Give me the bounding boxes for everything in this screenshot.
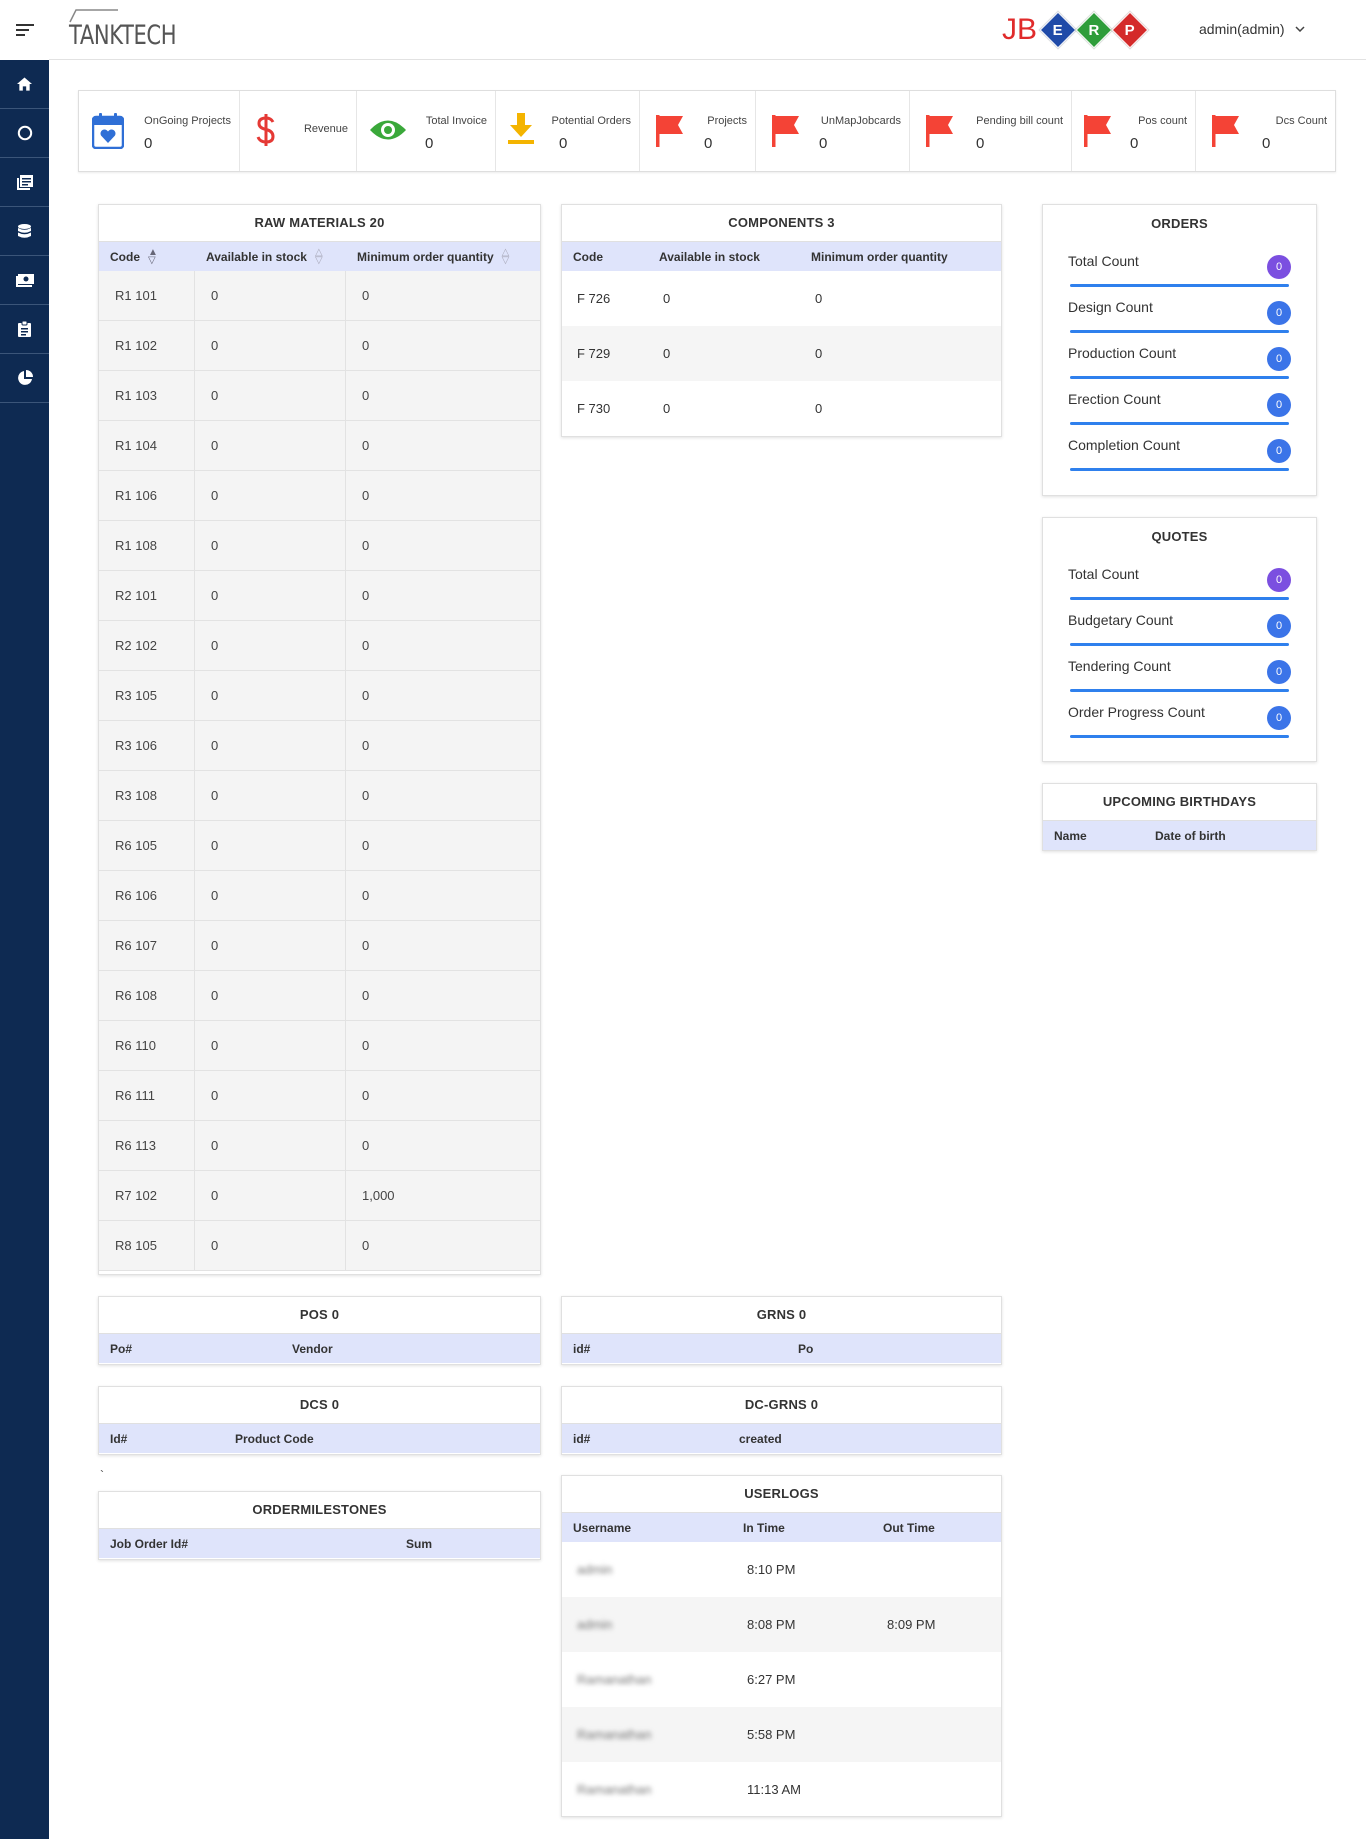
- dc-grns-title: DC-GRNS 0: [744, 1397, 819, 1412]
- pos-title: POS 0: [299, 1307, 340, 1322]
- dcs-header: [99, 1423, 540, 1453]
- database-icon: [18, 224, 31, 239]
- stat-label: Pending bill count: [976, 115, 1063, 127]
- stat-label: Projects: [707, 115, 747, 127]
- table-row[interactable]: [99, 621, 540, 671]
- min-order-cell: 1,000: [346, 1171, 540, 1220]
- birthdays-card: [1042, 783, 1317, 851]
- column-header-id[interactable]: id#: [573, 1431, 591, 1446]
- available-cell: 0: [195, 821, 346, 870]
- code-cell: R1 101: [99, 271, 195, 320]
- table-row[interactable]: [99, 671, 540, 721]
- min-order-cell: 0: [346, 521, 540, 570]
- username-cell: Ramanathan: [577, 1672, 652, 1687]
- in-time-cell: 5:58 PM: [747, 1727, 796, 1742]
- user-name: admin(admin): [1199, 21, 1285, 37]
- stat-label: Potential Orders: [551, 115, 631, 127]
- code-cell: R6 105: [99, 821, 195, 870]
- stray-mark: `: [100, 1468, 104, 1482]
- code-cell: R6 111: [99, 1071, 195, 1120]
- brand-diamond-p: P: [1112, 12, 1149, 49]
- table-row[interactable]: [562, 1542, 1001, 1597]
- min-order-cell: 0: [346, 571, 540, 620]
- code-cell: R6 113: [99, 1121, 195, 1170]
- column-header-vendor[interactable]: Vendor: [292, 1341, 333, 1356]
- count-row[interactable]: [1068, 648, 1291, 694]
- stat-label: OnGoing Projects: [144, 115, 231, 127]
- birthdays-header: [1043, 820, 1316, 850]
- circle-icon: [17, 125, 33, 141]
- count-badge: 0: [1267, 301, 1291, 325]
- brand-diamond-e: E: [1040, 12, 1077, 49]
- min-order-cell: 0: [346, 621, 540, 670]
- stat-label: Pos count: [1138, 115, 1187, 127]
- count-row[interactable]: [1068, 243, 1291, 289]
- userlogs-title: USERLOGS: [744, 1486, 819, 1501]
- brand-diamond-r: R: [1076, 12, 1113, 49]
- stat-dcs-count[interactable]: [1196, 91, 1335, 171]
- column-header-min-order[interactable]: Minimum order quantity △ ▽: [357, 246, 510, 266]
- grns-card: [561, 1296, 1002, 1365]
- stat-value: 0: [559, 135, 568, 152]
- count-badge: 0: [1267, 706, 1291, 730]
- in-time-cell: 11:13 AM: [747, 1782, 801, 1797]
- grns-header: [562, 1333, 1001, 1363]
- table-row[interactable]: [99, 1171, 540, 1221]
- min-order-cell: 0: [815, 291, 823, 306]
- code-cell: R6 107: [99, 921, 195, 970]
- column-header-min-order[interactable]: Minimum order quantity: [811, 249, 948, 264]
- top-header: [49, 0, 1366, 60]
- username-cell: admin: [577, 1617, 613, 1632]
- min-order-cell: 0: [346, 671, 540, 720]
- min-order-cell: 0: [815, 401, 823, 416]
- available-cell: 0: [195, 571, 346, 620]
- count-label: Total Count: [1068, 566, 1139, 582]
- count-label: Budgetary Count: [1068, 612, 1174, 628]
- sidebar-item-money[interactable]: [0, 256, 49, 305]
- table-row[interactable]: [99, 1221, 540, 1271]
- column-header-code[interactable]: Code ▲ ▽: [110, 246, 158, 266]
- count-label: Erection Count: [1068, 391, 1161, 407]
- min-order-cell: 0: [346, 921, 540, 970]
- min-order-cell: 0: [346, 1021, 540, 1070]
- code-cell: R6 108: [99, 971, 195, 1020]
- stat-value: 0: [425, 135, 434, 152]
- flag-icon: [926, 115, 954, 147]
- quotes-body: [1043, 556, 1316, 740]
- components-body: [562, 271, 1001, 436]
- orders-card: [1042, 204, 1317, 496]
- raw-materials-title: RAW MATERIALS 20: [254, 215, 385, 230]
- stat-label: Dcs Count: [1275, 115, 1327, 127]
- stat-total-invoice[interactable]: [357, 91, 496, 171]
- pos-header: [99, 1333, 540, 1363]
- min-order-cell: 0: [346, 321, 540, 370]
- grns-title: GRNS 0: [756, 1307, 807, 1322]
- userlogs-header: [562, 1512, 1001, 1542]
- count-badge: 0: [1267, 439, 1291, 463]
- dcs-title: DCS 0: [299, 1397, 340, 1412]
- orders-body: [1043, 243, 1316, 473]
- code-cell: R3 106: [99, 721, 195, 770]
- code-cell: R7 102: [99, 1171, 195, 1220]
- count-underline: [1070, 689, 1289, 692]
- count-underline: [1070, 376, 1289, 379]
- clipboard-icon: [18, 321, 31, 337]
- user-menu[interactable]: [1199, 21, 1305, 37]
- available-cell: 0: [663, 346, 671, 361]
- min-order-cell: 0: [346, 771, 540, 820]
- column-header-available[interactable]: Available in stock: [659, 249, 760, 264]
- userlogs-card: [561, 1475, 1002, 1817]
- flag-icon: [1212, 115, 1240, 147]
- stat-revenue[interactable]: [240, 91, 357, 171]
- code-cell: R6 110: [99, 1021, 195, 1070]
- code-cell: R2 101: [99, 571, 195, 620]
- stat-pos-count[interactable]: [1072, 91, 1196, 171]
- username-cell: admin: [577, 1562, 613, 1577]
- count-badge: 0: [1267, 660, 1291, 684]
- table-row[interactable]: [99, 421, 540, 471]
- min-order-cell: 0: [346, 871, 540, 920]
- count-badge: 0: [1267, 347, 1291, 371]
- min-order-cell: 0: [346, 721, 540, 770]
- sort-icon: ▲ ▽: [148, 246, 158, 266]
- min-order-cell: 0: [346, 821, 540, 870]
- min-order-cell: 0: [346, 1221, 540, 1270]
- count-label: Order Progress Count: [1068, 704, 1205, 720]
- min-order-cell: 0: [346, 971, 540, 1020]
- table-row[interactable]: [99, 721, 540, 771]
- hamburger-icon: [16, 23, 34, 37]
- stat-pending-bill-count[interactable]: [910, 91, 1072, 171]
- birthdays-title: UPCOMING BIRTHDAYS: [1102, 794, 1257, 809]
- code-cell: R3 105: [99, 671, 195, 720]
- sidebar-item-circle[interactable]: [0, 109, 49, 158]
- min-order-cell: 0: [346, 421, 540, 470]
- column-header-id[interactable]: Id#: [110, 1431, 128, 1446]
- sidebar-item-clipboard[interactable]: [0, 305, 49, 354]
- stat-value: 0: [1262, 135, 1271, 152]
- available-cell: 0: [195, 521, 346, 570]
- raw-materials-card: [98, 204, 541, 1275]
- sidebar: [0, 60, 49, 1839]
- available-cell: 0: [195, 421, 346, 470]
- flag-icon: [1084, 115, 1112, 147]
- menu-toggle-button[interactable]: [0, 0, 49, 60]
- count-underline: [1070, 468, 1289, 471]
- code-cell: R1 104: [99, 421, 195, 470]
- table-row[interactable]: [99, 1021, 540, 1071]
- brand-prefix: JB: [1002, 13, 1038, 46]
- column-header-code[interactable]: Code: [573, 249, 603, 264]
- dc-grns-card: [561, 1386, 1002, 1455]
- code-cell: F 730: [577, 401, 611, 416]
- available-cell: 0: [195, 371, 346, 420]
- code-cell: R2 102: [99, 621, 195, 670]
- count-underline: [1070, 643, 1289, 646]
- count-row[interactable]: [1068, 602, 1291, 648]
- table-row[interactable]: [99, 771, 540, 821]
- pie-chart-icon: [17, 370, 33, 386]
- components-title: COMPONENTS 3: [728, 215, 835, 230]
- brand-logo: [1002, 14, 1143, 46]
- stat-label: Revenue: [303, 123, 348, 135]
- stats-bar: [78, 90, 1336, 172]
- available-cell: 0: [195, 921, 346, 970]
- table-row[interactable]: [99, 571, 540, 621]
- table-row[interactable]: [562, 326, 1001, 381]
- min-order-cell: 0: [346, 471, 540, 520]
- table-row[interactable]: [562, 1597, 1001, 1652]
- order-milestones-title: ORDERMILESTONES: [252, 1502, 387, 1517]
- available-cell: 0: [195, 1221, 346, 1270]
- table-row[interactable]: [99, 821, 540, 871]
- count-underline: [1070, 422, 1289, 425]
- count-row[interactable]: [1068, 381, 1291, 427]
- count-label: Tendering Count: [1068, 658, 1171, 674]
- components-header: [562, 241, 1001, 271]
- min-order-cell: 0: [346, 271, 540, 320]
- available-cell: 0: [195, 471, 346, 520]
- download-icon: [508, 113, 534, 145]
- table-row[interactable]: [99, 271, 540, 321]
- home-icon: [17, 77, 32, 91]
- column-header-job-order-id[interactable]: Job Order Id#: [110, 1536, 189, 1551]
- count-label: Total Count: [1068, 253, 1139, 269]
- code-cell: F 726: [577, 291, 611, 306]
- available-cell: 0: [195, 871, 346, 920]
- count-row[interactable]: [1068, 335, 1291, 381]
- eye-icon: [369, 117, 407, 143]
- table-row[interactable]: [562, 1762, 1001, 1817]
- stat-label: Total Invoice: [425, 115, 487, 127]
- stat-unmap-jobcards[interactable]: [756, 91, 910, 171]
- raw-materials-header: [99, 241, 540, 271]
- stat-potential-orders[interactable]: [496, 91, 640, 171]
- available-cell: 0: [195, 271, 346, 320]
- column-header-dob[interactable]: Date of birth: [1155, 828, 1226, 843]
- dc-grns-header: [562, 1423, 1001, 1453]
- order-milestones-card: [98, 1491, 541, 1560]
- count-badge: 0: [1267, 568, 1291, 592]
- sidebar-item-documents[interactable]: [0, 158, 49, 207]
- count-underline: [1070, 330, 1289, 333]
- min-order-cell: 0: [346, 1071, 540, 1120]
- in-time-cell: 8:10 PM: [747, 1562, 796, 1577]
- count-badge: 0: [1267, 255, 1291, 279]
- count-underline: [1070, 597, 1289, 600]
- available-cell: 0: [195, 971, 346, 1020]
- code-cell: R1 102: [99, 321, 195, 370]
- money-icon: [16, 274, 34, 287]
- available-cell: 0: [195, 621, 346, 670]
- orders-title: ORDERS: [1151, 216, 1208, 231]
- count-label: Production Count: [1068, 345, 1177, 361]
- column-header-created[interactable]: created: [739, 1431, 782, 1446]
- table-row[interactable]: [99, 871, 540, 921]
- username-cell: Ramanathan: [577, 1727, 652, 1742]
- stat-label: UnMapJobcards: [820, 115, 901, 127]
- stat-projects[interactable]: [640, 91, 756, 171]
- flag-icon: [772, 115, 800, 147]
- table-row[interactable]: [562, 381, 1001, 436]
- quotes-card: [1042, 517, 1317, 762]
- app-logo[interactable]: TANKTECH: [69, 20, 177, 51]
- code-cell: R8 105: [99, 1221, 195, 1270]
- stat-value: 0: [704, 135, 713, 152]
- table-row[interactable]: [99, 371, 540, 421]
- available-cell: 0: [663, 291, 671, 306]
- available-cell: 0: [663, 401, 671, 416]
- count-label: Completion Count: [1068, 437, 1181, 453]
- table-row[interactable]: [99, 971, 540, 1021]
- count-row[interactable]: [1068, 556, 1291, 602]
- table-row[interactable]: [99, 1071, 540, 1121]
- quotes-title: QUOTES: [1151, 529, 1208, 544]
- min-order-cell: 0: [346, 371, 540, 420]
- table-row[interactable]: [562, 1652, 1001, 1707]
- column-header-available[interactable]: Available in stock △ ▽: [206, 246, 323, 266]
- documents-icon: [17, 175, 33, 190]
- calendar-heart-icon: [92, 113, 124, 149]
- table-row[interactable]: [99, 921, 540, 971]
- table-row[interactable]: [99, 521, 540, 571]
- sidebar-item-database[interactable]: [0, 207, 49, 256]
- sidebar-item-reports[interactable]: [0, 354, 49, 403]
- code-cell: F 729: [577, 346, 611, 361]
- order-milestones-header: [99, 1528, 540, 1558]
- available-cell: 0: [195, 321, 346, 370]
- table-row[interactable]: [562, 1707, 1001, 1762]
- sort-icon: △ ▽: [314, 246, 323, 266]
- table-row[interactable]: [562, 271, 1001, 326]
- min-order-cell: 0: [815, 346, 823, 361]
- code-cell: R1 108: [99, 521, 195, 570]
- available-cell: 0: [195, 1171, 346, 1220]
- count-row[interactable]: [1068, 427, 1291, 473]
- column-header-username[interactable]: Username: [573, 1520, 632, 1535]
- stat-value: 0: [144, 135, 153, 152]
- code-cell: R1 106: [99, 471, 195, 520]
- count-badge: 0: [1267, 614, 1291, 638]
- available-cell: 0: [195, 1121, 346, 1170]
- code-cell: R3 108: [99, 771, 195, 820]
- table-row[interactable]: [99, 471, 540, 521]
- column-header-out-time[interactable]: Out Time: [883, 1520, 935, 1535]
- column-header-in-time[interactable]: In Time: [743, 1520, 785, 1535]
- available-cell: 0: [195, 671, 346, 720]
- in-time-cell: 8:08 PM: [747, 1617, 796, 1632]
- out-time-cell: 8:09 PM: [887, 1617, 936, 1632]
- code-cell: R6 106: [99, 871, 195, 920]
- available-cell: 0: [195, 771, 346, 820]
- count-row[interactable]: [1068, 694, 1291, 740]
- in-time-cell: 6:27 PM: [747, 1672, 796, 1687]
- column-header-po[interactable]: Po: [798, 1341, 814, 1356]
- count-badge: 0: [1267, 393, 1291, 417]
- username-cell: Ramanathan: [577, 1782, 652, 1797]
- count-label: Design Count: [1068, 299, 1153, 315]
- userlogs-body: [562, 1542, 1001, 1817]
- sidebar-item-home[interactable]: [0, 60, 49, 109]
- column-header-product-code[interactable]: Product Code: [235, 1431, 314, 1446]
- column-header-sum[interactable]: Sum: [406, 1536, 433, 1551]
- stat-value: 0: [819, 135, 828, 152]
- column-header-id[interactable]: id#: [573, 1341, 591, 1356]
- flag-icon: [656, 115, 684, 147]
- table-row[interactable]: [99, 1121, 540, 1171]
- available-cell: 0: [195, 1021, 346, 1070]
- column-header-name[interactable]: Name: [1054, 828, 1087, 843]
- stat-value: 0: [1130, 135, 1139, 152]
- code-cell: R1 103: [99, 371, 195, 420]
- sort-icon: △ ▽: [501, 246, 510, 266]
- min-order-cell: 0: [346, 1121, 540, 1170]
- count-row[interactable]: [1068, 289, 1291, 335]
- pos-card: [98, 1296, 541, 1365]
- chevron-down-icon: [1295, 26, 1305, 32]
- count-underline: [1070, 735, 1289, 738]
- stat-value: 0: [976, 135, 985, 152]
- dollar-icon: [256, 113, 276, 147]
- available-cell: 0: [195, 721, 346, 770]
- dcs-card: [98, 1386, 541, 1455]
- column-header-po[interactable]: Po#: [110, 1341, 133, 1356]
- raw-materials-body: [99, 271, 540, 1271]
- count-underline: [1070, 284, 1289, 287]
- available-cell: 0: [195, 1071, 346, 1120]
- components-card: [561, 204, 1002, 437]
- stat-ongoing-projects[interactable]: [79, 91, 240, 171]
- table-row[interactable]: [99, 321, 540, 371]
